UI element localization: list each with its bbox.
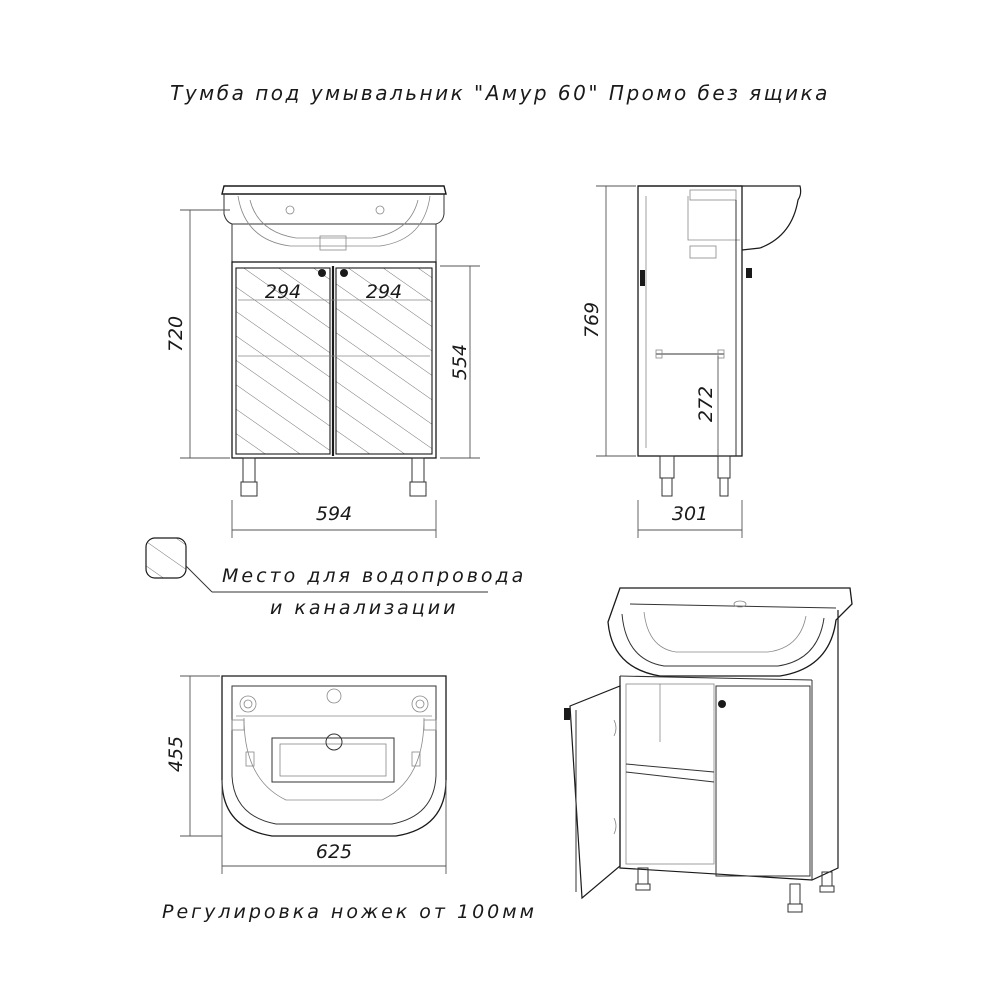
top-view [222,676,446,836]
front-height-label: 720 [165,315,187,353]
right-knob-icon [340,269,348,277]
drawing-title: Тумба под умывальник "Амур 60" Промо без ящика [170,81,830,105]
side-depth-label: 301 [671,503,709,525]
front-width-label: 594 [315,503,353,525]
side-height-label: 769 [581,301,603,339]
right-door-width-label: 294 [365,281,403,303]
front-view [222,186,446,496]
legend-line1: Место для водопровода [222,565,527,587]
top-width-label: 625 [315,841,353,863]
legend-line2: и канализации [270,597,459,619]
top-depth-label: 455 [165,735,187,773]
legs-adjustment-note: Регулировка ножек от 100мм [162,901,537,923]
top-dimensions [180,676,446,874]
left-door-width-label: 294 [264,281,302,303]
isometric-view [564,588,852,912]
shelf-height-label: 272 [695,385,717,423]
left-knob-icon [318,269,326,277]
front-body-height-label: 554 [449,343,471,381]
side-view [638,186,801,496]
